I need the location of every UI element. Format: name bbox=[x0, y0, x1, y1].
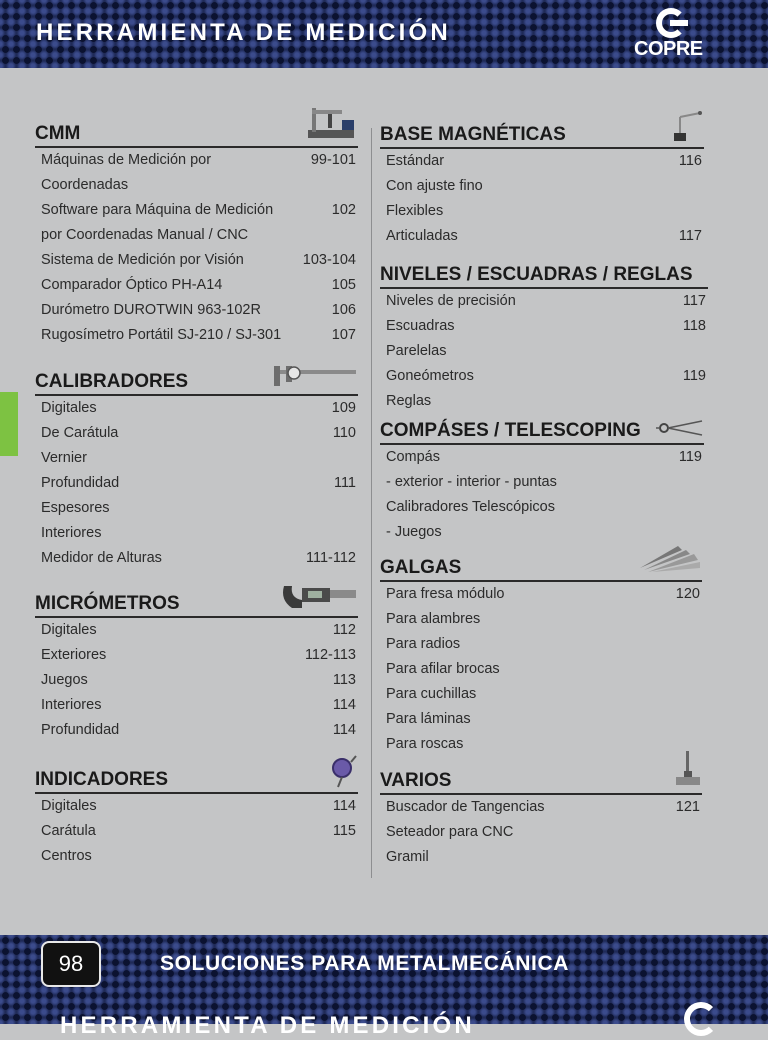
section-compases bbox=[380, 417, 704, 545]
list-item bbox=[380, 845, 702, 870]
section-title: CMM bbox=[35, 123, 81, 144]
item-label: Interiores bbox=[41, 697, 102, 713]
page-number-badge: 98 bbox=[41, 941, 101, 987]
item-label: Profundidad bbox=[41, 722, 120, 738]
section-item-list bbox=[35, 794, 358, 869]
item-page-number: 113 bbox=[332, 672, 356, 688]
item-label: Parelelas bbox=[386, 343, 447, 359]
section-item-list bbox=[380, 289, 708, 414]
list-item bbox=[35, 323, 358, 348]
section-indicadores bbox=[35, 766, 358, 869]
item-label: Para alambres bbox=[386, 611, 481, 627]
item-page-number: 107 bbox=[331, 327, 356, 343]
list-item bbox=[35, 396, 358, 421]
section-header bbox=[380, 417, 704, 445]
item-label: Profundidad bbox=[41, 475, 120, 491]
item-page-number: 103-104 bbox=[302, 252, 356, 268]
section-item-list bbox=[380, 795, 702, 870]
list-item bbox=[380, 657, 702, 682]
list-item bbox=[380, 495, 704, 520]
section-item-list bbox=[380, 149, 704, 249]
item-label: Centros bbox=[41, 848, 92, 864]
list-item bbox=[35, 298, 358, 323]
section-header bbox=[380, 261, 708, 289]
next-page-header-title: HERRAMIENTA DE MEDICIÓN bbox=[60, 1012, 475, 1039]
item-page-number: 121 bbox=[675, 799, 700, 815]
item-label: Medidor de Alturas bbox=[41, 550, 162, 566]
section-title: COMPÁSES / TELESCOPING bbox=[380, 420, 641, 441]
item-label: Comparador Óptico PH-A14 bbox=[41, 277, 223, 293]
page-header-title: HERRAMIENTA DE MEDICIÓN bbox=[36, 19, 451, 46]
section-title: NIVELES / ESCUADRAS / REGLAS bbox=[380, 264, 693, 285]
item-page-number: 115 bbox=[332, 823, 356, 839]
item-label: Para roscas bbox=[386, 736, 464, 752]
section-cmm bbox=[35, 120, 358, 348]
section-item-list bbox=[35, 618, 358, 743]
item-label: Niveles de precisión bbox=[386, 293, 516, 309]
next-page-logo-icon bbox=[684, 1002, 718, 1036]
list-item bbox=[35, 496, 358, 521]
list-item bbox=[380, 707, 702, 732]
list-item bbox=[380, 339, 708, 364]
section-title: GALGAS bbox=[380, 557, 462, 578]
item-label: Compás bbox=[386, 449, 440, 465]
list-item bbox=[35, 618, 358, 643]
list-item bbox=[380, 632, 702, 657]
magnetic-base-icon bbox=[672, 109, 704, 143]
section-title: MICRÓMETROS bbox=[35, 593, 180, 614]
section-base-magneticas bbox=[380, 121, 704, 249]
item-label: Escuadras bbox=[386, 318, 455, 334]
section-niveles bbox=[380, 261, 708, 414]
section-title: CALIBRADORES bbox=[35, 371, 189, 392]
item-page-number: 114 bbox=[332, 697, 356, 713]
micrometer-icon bbox=[278, 580, 358, 612]
item-label: Espesores bbox=[41, 500, 110, 516]
item-page-number: 102 bbox=[331, 202, 356, 218]
item-label: Digitales bbox=[41, 798, 97, 814]
item-page-number: 120 bbox=[675, 586, 700, 602]
item-label: Sistema de Medición por Visión bbox=[41, 252, 244, 268]
item-label: Gramil bbox=[386, 849, 429, 865]
item-label: Interiores bbox=[41, 525, 102, 541]
item-label: Máquinas de Medición por bbox=[41, 152, 212, 168]
list-item bbox=[35, 198, 358, 223]
item-label: Estándar bbox=[386, 153, 445, 169]
list-item bbox=[35, 718, 358, 743]
item-page-number: 119 bbox=[678, 449, 702, 465]
copre-logo-icon bbox=[656, 8, 686, 38]
item-label: Para radios bbox=[386, 636, 461, 652]
list-item bbox=[380, 682, 702, 707]
list-item bbox=[35, 173, 358, 198]
item-label: Durómetro DUROTWIN 963-102R bbox=[41, 302, 261, 318]
list-item bbox=[380, 289, 708, 314]
item-label: - exterior - interior - puntas bbox=[386, 474, 557, 490]
section-item-list bbox=[35, 396, 358, 571]
item-page-number: 117 bbox=[682, 293, 706, 309]
gauge-set-icon bbox=[638, 542, 702, 576]
copre-logo-text: COPRE bbox=[634, 38, 703, 60]
item-label: por Coordenadas Manual / CNC bbox=[41, 227, 249, 243]
item-label: Para láminas bbox=[386, 711, 471, 727]
item-label: Vernier bbox=[41, 450, 87, 466]
list-item bbox=[380, 607, 702, 632]
list-item bbox=[35, 421, 358, 446]
section-item-list bbox=[35, 148, 358, 348]
section-calibradores bbox=[35, 368, 358, 571]
section-micrometros bbox=[35, 590, 358, 743]
item-page-number: 116 bbox=[678, 153, 702, 169]
item-label: Rugosímetro Portátil SJ-210 / SJ-301 bbox=[41, 327, 282, 343]
list-item bbox=[35, 248, 358, 273]
list-item bbox=[35, 693, 358, 718]
section-header bbox=[380, 767, 702, 795]
item-label: Goneómetros bbox=[386, 368, 474, 384]
list-item bbox=[380, 389, 708, 414]
item-label: Buscador de Tangencias bbox=[386, 799, 545, 815]
section-item-list bbox=[380, 445, 704, 545]
section-galgas bbox=[380, 554, 702, 757]
list-item bbox=[380, 582, 702, 607]
list-item bbox=[380, 732, 702, 757]
item-label: Carátula bbox=[41, 823, 96, 839]
list-item bbox=[35, 521, 358, 546]
item-label: Coordenadas bbox=[41, 177, 129, 193]
item-page-number: 117 bbox=[678, 228, 702, 244]
item-label: - Juegos bbox=[386, 524, 442, 540]
list-item bbox=[380, 199, 704, 224]
dial-indicator-icon bbox=[330, 754, 358, 788]
section-header bbox=[35, 590, 358, 618]
item-label: Articuladas bbox=[386, 228, 458, 244]
item-label: Flexibles bbox=[386, 203, 444, 219]
item-page-number: 105 bbox=[331, 277, 356, 293]
section-title: VARIOS bbox=[380, 770, 452, 791]
column-divider bbox=[371, 128, 372, 878]
list-item bbox=[35, 643, 358, 668]
item-label: Para afilar brocas bbox=[386, 661, 500, 677]
section-header bbox=[380, 121, 704, 149]
item-page-number: 111 bbox=[333, 475, 356, 491]
item-page-number: 109 bbox=[331, 400, 356, 416]
item-label: Seteador para CNC bbox=[386, 824, 514, 840]
item-page-number: 114 bbox=[332, 798, 356, 814]
list-item bbox=[35, 223, 358, 248]
list-item bbox=[35, 148, 358, 173]
section-title: BASE MAGNÉTICAS bbox=[380, 124, 566, 145]
section-tab-marker bbox=[0, 392, 18, 456]
footer-title: SOLUCIONES PARA METALMECÁNICA bbox=[160, 952, 570, 975]
item-page-number: 112 bbox=[332, 622, 356, 638]
section-varios bbox=[380, 767, 702, 870]
item-page-number: 106 bbox=[331, 302, 356, 318]
list-item bbox=[35, 546, 358, 571]
list-item bbox=[35, 471, 358, 496]
list-item bbox=[35, 668, 358, 693]
section-title: INDICADORES bbox=[35, 769, 169, 790]
item-label: Digitales bbox=[41, 400, 97, 416]
list-item bbox=[380, 795, 702, 820]
item-label: De Carátula bbox=[41, 425, 119, 441]
item-label: Juegos bbox=[41, 672, 88, 688]
list-item bbox=[380, 470, 704, 495]
list-item bbox=[380, 149, 704, 174]
list-item bbox=[35, 819, 358, 844]
footer-band bbox=[0, 935, 768, 1024]
list-item bbox=[35, 273, 358, 298]
section-header bbox=[35, 766, 358, 794]
item-page-number: 118 bbox=[682, 318, 706, 334]
item-label: Calibradores Telescópicos bbox=[386, 499, 555, 515]
item-page-number: 110 bbox=[332, 425, 356, 441]
list-item bbox=[380, 224, 704, 249]
item-label: Digitales bbox=[41, 622, 97, 638]
list-item bbox=[380, 364, 708, 389]
list-item bbox=[380, 174, 704, 199]
copre-logo bbox=[632, 8, 712, 62]
item-label: Reglas bbox=[386, 393, 432, 409]
compass-icon bbox=[654, 417, 704, 439]
item-label: Para cuchillas bbox=[386, 686, 477, 702]
section-item-list bbox=[380, 582, 702, 757]
item-page-number: 99-101 bbox=[310, 152, 356, 168]
section-header bbox=[35, 368, 358, 396]
item-page-number: 112-113 bbox=[304, 647, 356, 663]
item-label: Con ajuste fino bbox=[386, 178, 483, 194]
list-item bbox=[380, 820, 702, 845]
list-item bbox=[380, 314, 708, 339]
list-item bbox=[35, 446, 358, 471]
list-item bbox=[380, 445, 704, 470]
item-label: Exteriores bbox=[41, 647, 107, 663]
section-header bbox=[380, 554, 702, 582]
list-item bbox=[35, 844, 358, 869]
section-header bbox=[35, 120, 358, 148]
item-page-number: 114 bbox=[332, 722, 356, 738]
item-page-number: 111-112 bbox=[306, 550, 356, 566]
height-gauge-icon bbox=[674, 749, 702, 789]
item-label: Software para Máquina de Medición bbox=[41, 202, 274, 218]
list-item bbox=[35, 794, 358, 819]
item-label: Para fresa módulo bbox=[386, 586, 505, 602]
item-page-number: 119 bbox=[682, 368, 706, 384]
cmm-machine-icon bbox=[306, 106, 358, 142]
caliper-icon bbox=[272, 364, 358, 390]
